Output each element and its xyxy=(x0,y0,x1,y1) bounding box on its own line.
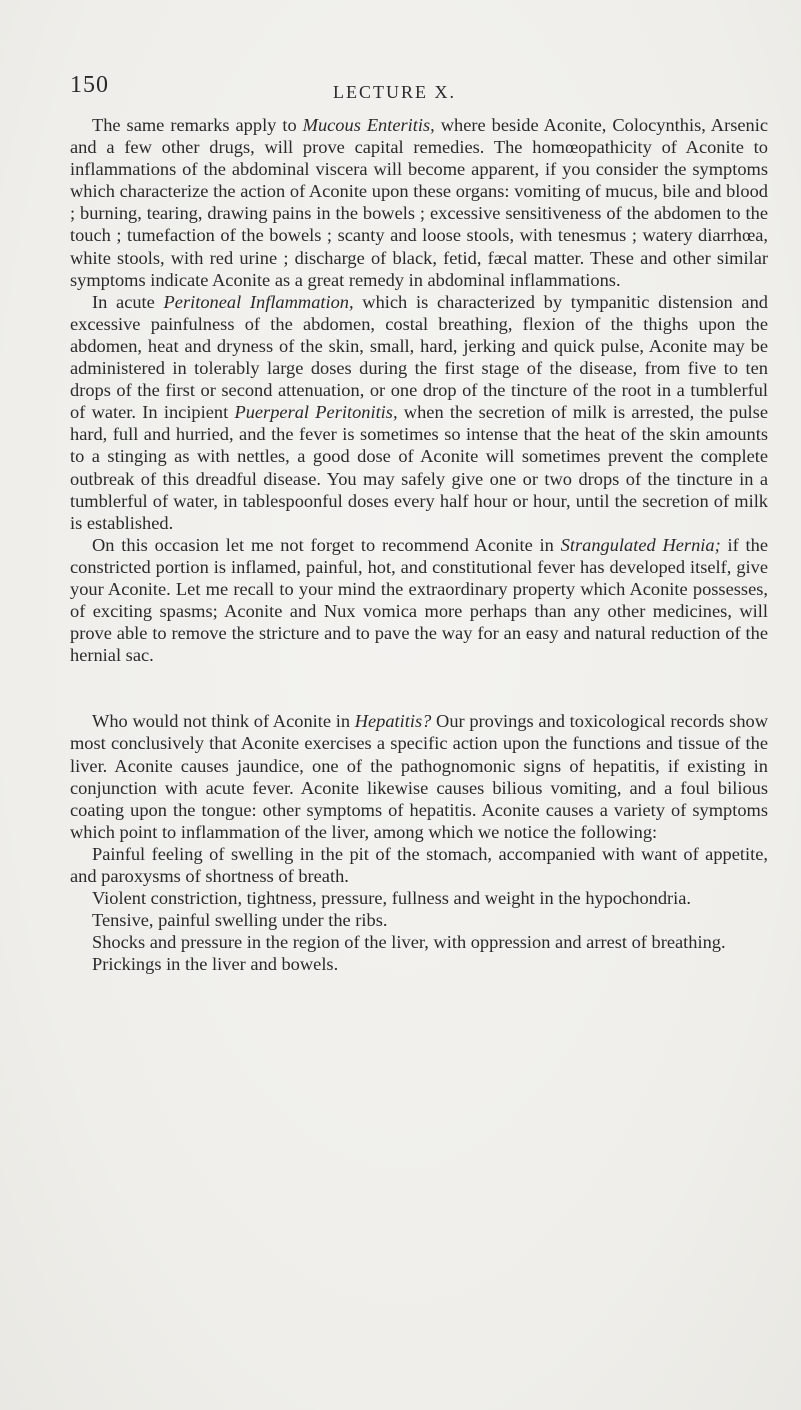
text-run: In acute xyxy=(92,291,164,312)
symptom-item: Violent constriction, tightness, pressure, fullness and weight in the hypochondria. xyxy=(92,888,692,909)
paragraph-hepatitis xyxy=(70,710,768,843)
body-text xyxy=(70,114,768,975)
text-run: if the constricted portion is inflamed, painful, hot, and constitutional fever has developed itself, give your Aconite. Let me recall to your mind the extraordinary property which Aconite possesses, of exciting spasms; Aconite and Nux vomica more perhaps than any other medicines, will prove able to remove the stricture and to pave the way for an easy and natural reduction of the hernial sac. xyxy=(70,534,769,666)
symptom-item: Prickings in the liver and bowels. xyxy=(92,954,339,975)
page-header xyxy=(0,72,801,112)
text-run: Who would not think of Aconite in xyxy=(92,711,355,732)
text-run: which is characterized by tympanitic distension and excessive painfulness of the abdomen, costal breathing, flexion of the thighs upon the abdomen, heat and dryness of the skin, small, hard, jerking and quick pulse, Aconite may be administered in tolerably large doses during the first stage of the disease, from five to ten drops of the first or second attenuation, or one drop of the tincture of the root in a tumblerful of water. In incipient xyxy=(70,291,768,423)
text-run: Our provings and toxicological records show most conclusively that Aconite exercises a specific action upon the functions and tissue of the liver. Aconite causes jaundice, one of the pathognomonic signs of hepatitis, if existing in conjunction with acute fever. Aconite likewise causes bilious vomiting, and a foul bilious coating upon the tongue: other symptoms of hepatitis. Aconite causes a variety of symptoms which point to inflammation of the liver, among which we notice the following: xyxy=(70,711,768,842)
paragraph-strangulated-hernia xyxy=(70,534,768,667)
text-run: when the secretion of milk is arrested, the pulse hard, full and hurried, and the fever is sometimes so intense that the heat of the skin amounts to a stinging as with nettles, a good dose of Aconite will sometimes prevent the complete outbreak of this dreadful disease. You may safely give one or two drops of the tincture in a tumblerful of water, in tablespoonful doses every half hour or hour, until the secretion of milk is established. xyxy=(70,402,768,533)
disease-name-puerperal-peritonitis: Puerperal Peritonitis, xyxy=(234,402,398,423)
disease-name-peritoneal-inflammation: Peritoneal Inflammation, xyxy=(163,291,354,312)
text-run: where beside Aconite, Colocynthis, Arsenic and a few other drugs, will prove capital remedies. The homœopathicity of Aconite to inflammations of the abdominal viscera will become apparent, if you consider the symptoms which characterize the action of Aconite upon these organs: vomiting of mucus, bile and blood ; burning, tearing, drawing pains in the bowels ; excessive sensitiveness of the abdomen to the touch ; tumefaction of the bowels ; scanty and loose stools, with tenesmus ; watery diarrhœa, white stools, with red urine ; discharge of black, fetid, fæcal matter. These and other similar symptoms indicate Aconite as a great remedy in abdominal inflammations. xyxy=(70,115,768,290)
text-run: The same remarks apply to xyxy=(92,115,303,135)
disease-name-mucous-enteritis: Mucous Enteritis, xyxy=(302,115,435,135)
symptom-item: Tensive, painful swelling under the ribs. xyxy=(92,910,388,931)
paragraph-peritoneal-inflammation xyxy=(70,291,768,534)
running-head: LECTURE X. xyxy=(333,82,456,102)
disease-name-hepatitis: Hepatitis? xyxy=(354,711,432,732)
disease-name-strangulated-hernia: Strangulated Hernia; xyxy=(560,534,721,555)
text-run: On this occasion let me not forget to recommend Aconite in xyxy=(92,534,561,555)
symptom-item: Shocks and pressure in the region of the liver, with oppression and arrest of breathing. xyxy=(92,932,726,953)
symptom-item: Painful feeling of swelling in the pit of the stomach, accompanied with want of appetite, and paroxysms of shortness of breath. xyxy=(70,843,768,886)
page-number: 150 xyxy=(70,72,109,98)
paragraph-mucous-enteritis xyxy=(70,114,768,291)
